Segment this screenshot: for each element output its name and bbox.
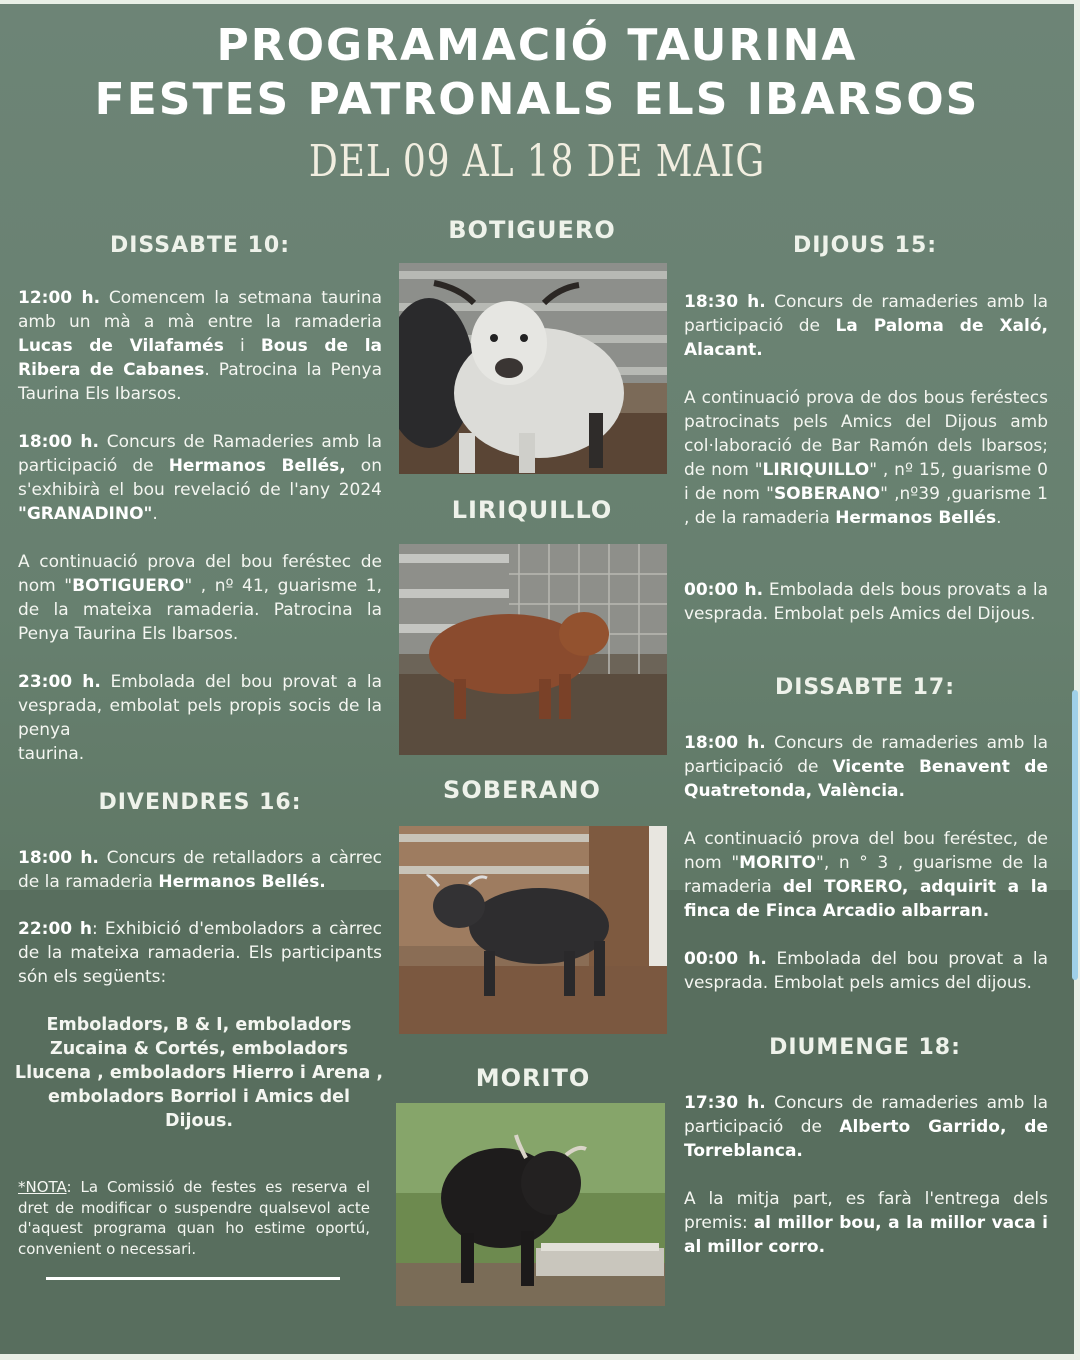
event-dissabte17-18h	[684, 731, 1048, 803]
event-diumenge-1730h	[684, 1091, 1048, 1163]
emboladors-list	[14, 1013, 384, 1133]
event-dijous-1830h	[684, 290, 1048, 362]
list-item: Emboladors, B & I, emboladors	[46, 1015, 352, 1035]
ranch-name: Hermanos Bellés	[835, 508, 997, 528]
event-text: Concurs de ramaderies amb la participació de	[684, 733, 1048, 777]
list-item: Zucaina & Cortés, emboladors	[50, 1039, 348, 1059]
event-time: 00:00 h.	[684, 580, 764, 600]
event-text: Concurs de ramaderies amb la participació de	[684, 1093, 1048, 1137]
bull-name: LIRIQUILLO	[762, 460, 870, 480]
event-text: on s'exhibirà el bou revelació de l'any 2024	[18, 456, 382, 500]
note-label: *NOTA	[18, 1178, 67, 1196]
event-time: 18:30 h.	[684, 292, 766, 312]
event-text: taurina.	[18, 744, 85, 764]
event-diumenge-premis	[684, 1187, 1048, 1259]
bull-title-morito: MORITO	[475, 1064, 591, 1092]
day-heading-dijous-15: DIJOUS 15:	[792, 233, 938, 258]
event-dissabte17-prova	[684, 827, 1048, 923]
event-dissabte-18h	[18, 430, 382, 526]
bull-name: SOBERANO	[773, 484, 881, 504]
divider-line	[46, 1277, 340, 1280]
event-text: A la mitja part, es farà l'entrega dels premis:	[684, 1189, 1048, 1233]
event-dissabte-23h	[18, 670, 382, 766]
date-range: DEL 09 AL 18 DE MAIG	[308, 136, 766, 187]
event-text: A continuació prova del bou feréstec de nom "	[18, 552, 382, 596]
event-text: " ,nº39 ,guarisme 1 , de la ramaderia	[684, 484, 1048, 528]
awards-list: al millor bou, a la millor vaca i al millor corro.	[684, 1213, 1048, 1257]
event-time: 23:00 h.	[18, 672, 101, 692]
bull-title-soberano: SOBERANO	[443, 776, 601, 804]
bull-name: BOTIGUERO	[72, 576, 185, 596]
event-text: A continuació prova del bou feréstec, de nom "	[684, 829, 1048, 873]
event-text: A continuació prova de dos bous feréstecs patrocinats pels Amics del Dijous amb col·laboració de Bar Ramón dels Ibarsos; de nom "	[684, 388, 1048, 480]
event-time: 17:30 h.	[684, 1093, 766, 1113]
event-text: Embolada del bou provat a la vesprada, embolat pels propis socis de la penya	[18, 672, 383, 740]
event-time: 00:00 h.	[684, 949, 767, 969]
event-dijous-00h	[684, 578, 1048, 626]
event-text: Comencem la setmana taurina amb un mà a mà entre la ramaderia	[18, 288, 382, 332]
event-time: 18:00 h.	[18, 848, 99, 868]
event-text: " , nº 41, guarisme 1, de la mateixa ramaderia. Patrocina la Penya Taurina Els Ibarsos.	[18, 576, 382, 644]
event-time: 18:00 h.	[684, 733, 766, 753]
scrollbar-indicator[interactable]	[1072, 690, 1078, 980]
note-text: : La Comissió de festes es reserva el dret de modificar o suspendre qualsevol acte d'aquest programa quan ho estime oportú, convenient o necessari.	[18, 1178, 370, 1258]
event-text: .	[152, 504, 158, 524]
list-item: emboladors Borriol i Amics del Dijous.	[47, 1087, 351, 1131]
ranch-name: La Paloma de Xaló, Alacant.	[684, 316, 1048, 360]
event-text: Concurs de ramaderies amb la participació de	[684, 292, 1048, 336]
event-dijous-prova	[684, 386, 1048, 530]
event-text: .	[996, 508, 1002, 528]
event-text: Embolada del bou provat a la vesprada. Embolat pels amics del dijous.	[684, 949, 1049, 993]
event-text: Concurs de retalladors a càrrec de la ramaderia	[18, 848, 382, 892]
poster	[0, 4, 1074, 1354]
bull-title-botiguero: BOTIGUERO	[448, 216, 616, 244]
title-line-2: FESTES PATRONALS ELS IBARSOS	[94, 74, 980, 125]
bull-name: "GRANADINO"	[18, 504, 153, 524]
bull-photo-soberano	[399, 826, 667, 1034]
bull-title-liriquillo: LIRIQUILLO	[451, 496, 613, 524]
ranch-name: Hermanos Bellés.	[158, 872, 326, 892]
event-text: : Exhibició d'emboladors a càrrec de la mateixa ramaderia. Els participants són els següents:	[18, 919, 382, 987]
event-divendres-18h	[18, 846, 382, 894]
event-text: Concurs de Ramaderies amb la participació de	[18, 432, 383, 476]
event-text: Embolada dels bous provats a la vesprada. Embolat pels Amics del Dijous.	[684, 580, 1048, 624]
disclaimer-note	[18, 1177, 370, 1259]
day-heading-divendres-16: DIVENDRES 16:	[98, 790, 302, 815]
ranch-name: Lucas de Vilafamés	[18, 336, 224, 356]
event-text: " , nº 15, guarisme 0 i de nom "	[684, 460, 1048, 504]
event-text: ", n ° 3 , guarisme de la ramaderia	[684, 853, 1048, 897]
ranch-name: del TORERO, adquirit a la finca de Finca Arcadio albarran.	[684, 877, 1048, 921]
bull-photo-morito	[396, 1103, 665, 1306]
event-text: . Patrocina la Penya Taurina Els Ibarsos.	[18, 360, 382, 404]
event-time: 22:00 h	[18, 919, 92, 939]
event-time: 18:00 h.	[18, 432, 99, 452]
ranch-name: Bous de la Ribera de Cabanes	[18, 336, 382, 380]
bull-name: MORITO	[739, 853, 817, 873]
day-heading-dissabte-17: DISSABTE 17:	[774, 675, 956, 700]
ranch-name: Alberto Garrido, de Torreblanca.	[684, 1117, 1048, 1161]
event-dissabte-prova	[18, 550, 382, 646]
event-dissabte-12h	[18, 286, 382, 406]
event-time: 12:00 h.	[18, 288, 101, 308]
title-line-1: PROGRAMACIÓ TAURINA	[216, 20, 858, 71]
event-text: i	[223, 336, 261, 356]
bull-photo-liriquillo	[399, 544, 667, 755]
day-heading-diumenge-18: DIUMENGE 18:	[769, 1035, 961, 1060]
bull-photo-botiguero	[399, 263, 667, 474]
list-item: Llucena , emboladors Hierro i Arena ,	[14, 1063, 384, 1083]
event-divendres-22h	[18, 917, 382, 989]
ranch-name: Hermanos Bellés,	[168, 456, 346, 476]
event-dissabte17-00h	[684, 947, 1048, 995]
ranch-name: Vicente Benavent de Quatretonda, València.	[684, 757, 1048, 801]
day-heading-dissabte-10: DISSABTE 10:	[109, 233, 291, 258]
